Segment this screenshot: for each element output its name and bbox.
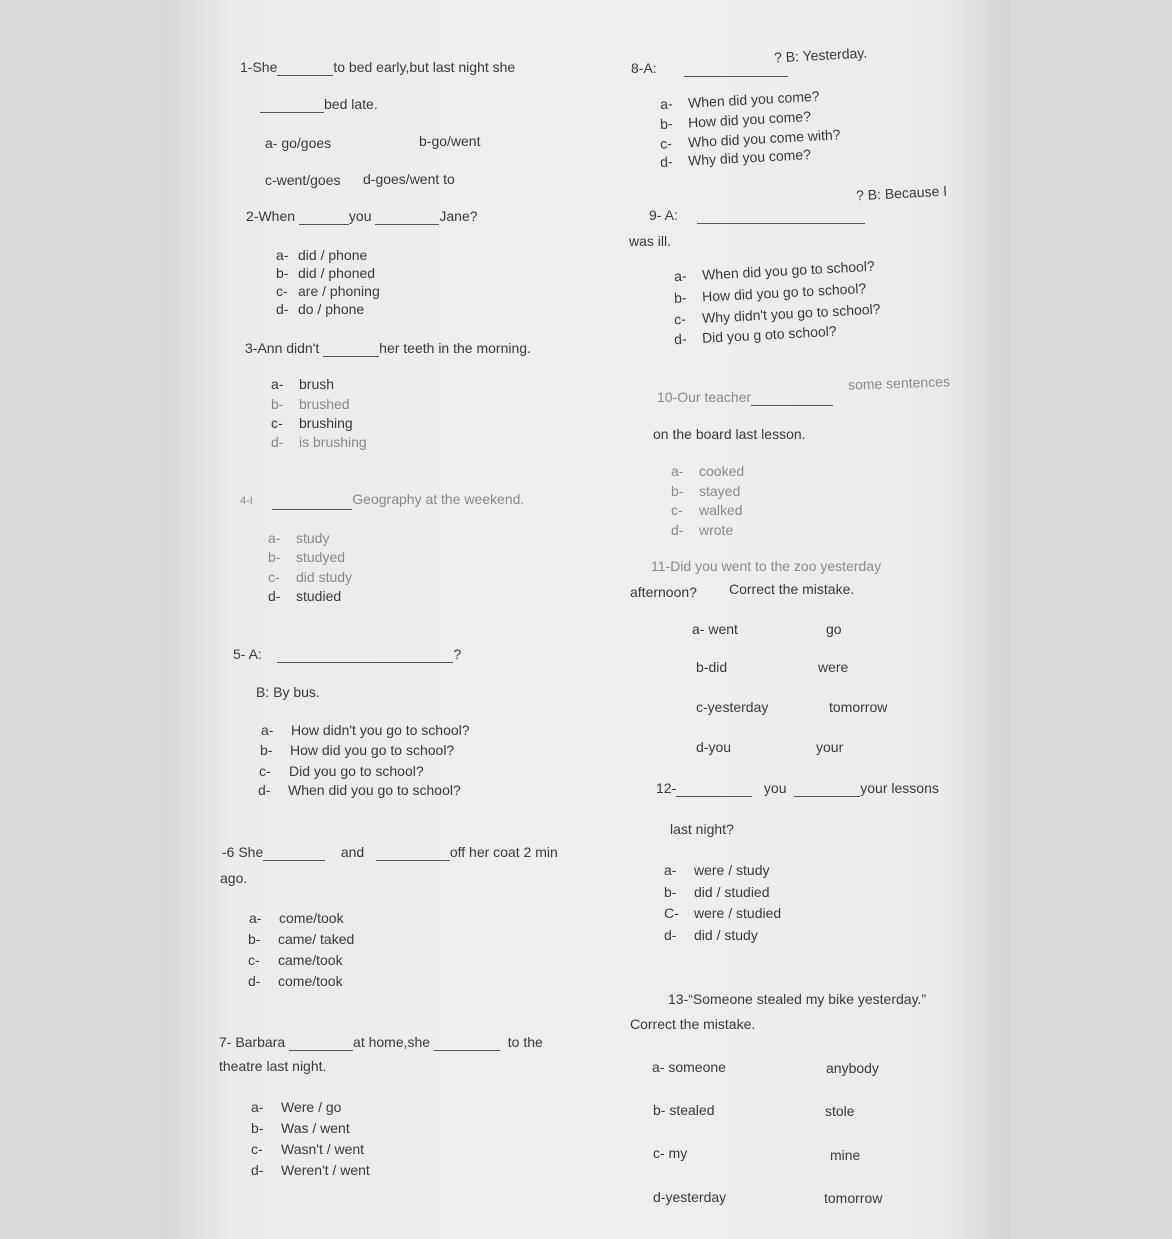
q9-line2: was ill. (629, 233, 672, 249)
q5-line1 (233, 645, 461, 663)
q3-option-b-letter: b- (271, 396, 284, 412)
q8-option-c-letter: c- (659, 135, 673, 152)
q5-blank (277, 648, 453, 663)
q10-option-c (671, 501, 743, 519)
q7-line1 (219, 1033, 543, 1051)
q10-option-c-text: walked (699, 502, 743, 518)
q2-option-c-letter: c- (276, 283, 288, 299)
q12-blank-1 (676, 782, 752, 797)
q6-option-a-text: come/took (279, 910, 344, 926)
q3-option-b (271, 395, 350, 413)
q2-blank-2 (375, 210, 439, 225)
q7-mid: at home,she (353, 1034, 431, 1050)
q11-row-d-fix: your (816, 739, 844, 755)
q11-row-c-option: c-yesterday (696, 699, 769, 715)
q4-line1 (240, 490, 524, 510)
q8-option-c-text: Who did you come with? (687, 126, 841, 151)
q10-option-b-text: stayed (699, 483, 741, 499)
q3-blank (323, 342, 379, 357)
q4-end: Geography at the weekend. (352, 491, 525, 507)
q7-option-c-letter: c- (251, 1141, 263, 1157)
q10-option-b-letter: b- (671, 483, 684, 499)
q3-option-d (271, 433, 367, 451)
q7-option-b-letter: b- (251, 1120, 264, 1136)
q4-option-d-text: studied (296, 588, 342, 604)
q7-blank-1 (289, 1036, 353, 1051)
q3-option-d-text: is brushing (299, 434, 367, 450)
q2-option-a-text: did / phone (298, 247, 368, 263)
q4-option-b (268, 548, 345, 566)
q11-row-a-fix: go (826, 621, 842, 637)
q5-reply: B: By bus. (256, 684, 320, 700)
q2-option-d-text: do / phone (298, 301, 365, 317)
q2-start: 2-When (246, 208, 296, 224)
q6-option-a-letter: a- (249, 910, 262, 926)
q3-option-c-text: brushing (299, 415, 353, 431)
q12-option-a-text: were / study (694, 862, 770, 878)
q6-blank-1 (263, 846, 325, 861)
q9-reply: ? B: Because I (855, 182, 948, 204)
q6-option-c (248, 951, 343, 969)
q8-option-a-text: When did you come? (687, 87, 820, 111)
q5-end: ? (453, 646, 462, 662)
q13-instruction: Correct the mistake. (630, 1016, 756, 1032)
q12-option-c (664, 904, 781, 922)
q11-row-a-option: a- went (692, 621, 738, 637)
q7-option-d (251, 1161, 370, 1179)
q12-line1 (656, 779, 939, 797)
q4-option-d (268, 587, 341, 605)
q8-option-b-text: How did you come? (687, 108, 812, 131)
q5-option-b-letter: b- (260, 742, 273, 758)
q10-line1 (657, 388, 833, 406)
q9-option-d-letter: d- (673, 330, 687, 348)
q6-line1 (222, 843, 558, 861)
q10-option-a (671, 462, 744, 480)
q6-option-b-text: came/ taked (278, 931, 355, 947)
q3-option-a-text: brush (299, 376, 335, 392)
q8-option-b-letter: b- (659, 115, 673, 132)
q8-blank (684, 62, 788, 77)
q5-option-b-text: How did you go to school? (290, 742, 455, 758)
q7-option-b-text: Was / went (281, 1120, 350, 1136)
q5-option-d-text: When did you go to school? (288, 782, 461, 798)
q1-option-a: a- go/goes (265, 135, 332, 151)
q9-option-a-text: When did you go to school? (701, 257, 876, 283)
q3-line1 (245, 339, 531, 357)
q2-option-d (276, 300, 364, 318)
q6-mid: and (340, 844, 365, 860)
q3-start: 3-Ann didn't (245, 340, 320, 356)
q11-row-b-fix: were (818, 659, 849, 675)
q2-blank-1 (299, 210, 349, 225)
q6-option-b-letter: b- (248, 931, 261, 947)
q11-row-b-option: b-did (696, 659, 728, 675)
q1-option-b: b-go/went (419, 133, 481, 149)
q7-option-c (251, 1140, 364, 1158)
q1-line1 (240, 58, 515, 76)
q3-end: her teeth in the morning. (379, 340, 531, 356)
q9-option-b-text: How did you go to school? (701, 279, 867, 305)
q2-line1 (246, 207, 478, 225)
q12-option-a (664, 861, 769, 879)
q3-option-a-letter: a- (271, 376, 284, 392)
q11-line2a: afternoon? (630, 584, 697, 600)
q7-start: 7- Barbara (219, 1034, 286, 1050)
q10-start: 10-Our teacher (657, 389, 752, 405)
q9-option-a-letter: a- (673, 267, 687, 285)
q12-option-b-letter: b- (664, 884, 677, 900)
q7-blank-2 (434, 1036, 500, 1051)
q2-option-b-letter: b- (276, 265, 289, 281)
q12-option-c-text: were / studied (694, 905, 782, 921)
q3-option-c-letter: c- (271, 415, 283, 431)
q5-option-d (258, 781, 461, 799)
q13-line1: 13-“Someone stealed my bike yesterday.” (668, 991, 927, 1007)
q4-option-a-letter: a- (268, 530, 281, 546)
q4-option-a-text: study (296, 530, 330, 546)
q7-option-a-text: Were / go (281, 1099, 342, 1115)
q9-option-b-letter: b- (673, 289, 687, 307)
q11-line1: 11-Did you went to the zoo yesterday (651, 558, 882, 574)
q5-option-a (261, 721, 470, 739)
q5-option-b (260, 741, 454, 759)
q13-row-d-option: d-yesterday (653, 1189, 727, 1205)
q13-row-a-option: a- someone (652, 1059, 726, 1075)
q6-start: -6 She (222, 844, 264, 860)
q6-option-d (248, 972, 343, 990)
q1-option-c: c-went/goes (265, 172, 341, 188)
q6-option-b (248, 930, 354, 948)
q4-option-b-letter: b- (268, 549, 281, 565)
q13-row-d-fix: tomorrow (824, 1190, 883, 1206)
q1-option-d: d-goes/went to (363, 171, 455, 187)
q7-option-b (251, 1119, 350, 1137)
q10-option-a-text: cooked (699, 463, 745, 479)
q2-option-a (276, 246, 367, 264)
q7-end: to the (507, 1034, 543, 1050)
q5-option-a-text: How didn't you go to school? (291, 722, 470, 738)
q9-option-c-letter: c- (673, 310, 687, 328)
q5-option-c-letter: c- (259, 763, 271, 779)
q2-option-c-text: are / phoning (298, 283, 380, 299)
q9-line1 (649, 206, 865, 224)
q8-start: 8-A: (631, 60, 657, 76)
q12-blank-2 (794, 782, 860, 797)
q7-option-a (251, 1098, 341, 1116)
q9-start: 9- A: (649, 207, 678, 223)
q10-blank (751, 391, 833, 406)
q10-end: some sentences (847, 373, 951, 393)
q3-option-c (271, 414, 353, 432)
q12-option-d-letter: d- (664, 927, 677, 943)
q12-option-b-text: did / studied (694, 884, 770, 900)
q7-option-d-text: Weren't / went (281, 1162, 370, 1178)
q12-start: 12- (656, 780, 677, 796)
q12-option-b (664, 883, 770, 901)
q1-blank-2 (260, 98, 324, 113)
q9-blank (697, 209, 865, 224)
q12-end: your lessons (860, 780, 939, 796)
q1-start: 1-She (240, 59, 278, 75)
q8-option-a-letter: a- (659, 95, 673, 113)
q12-option-d (664, 926, 758, 944)
q7-option-a-letter: a- (251, 1099, 264, 1115)
q1-line2-text: bed late. (324, 96, 378, 112)
q4-start: 4-I (240, 495, 253, 507)
q2-option-c (276, 282, 380, 300)
q5-option-d-letter: d- (258, 782, 271, 798)
q2-end: Jane? (439, 208, 478, 224)
q6-option-d-text: come/took (278, 973, 343, 989)
q6-option-a (249, 909, 344, 927)
q4-option-a (268, 529, 329, 547)
q6-line2: ago. (220, 870, 248, 886)
q5-option-a-letter: a- (261, 722, 274, 738)
q5-option-c-text: Did you go to school? (289, 763, 424, 779)
q9-option-c-text: Why didn't you go to school? (701, 300, 881, 326)
q11-row-c-fix: tomorrow (829, 699, 888, 715)
q5-start: 5- A: (233, 646, 262, 662)
q10-option-d-text: wrote (699, 522, 734, 538)
q4-option-c-text: did study (296, 569, 353, 585)
q6-option-c-letter: c- (248, 952, 260, 968)
q7-line2: theatre last night. (219, 1058, 327, 1074)
q5-option-c (259, 762, 424, 780)
q12-option-c-letter: C- (664, 905, 679, 921)
q12-option-a-letter: a- (664, 862, 677, 878)
q4-option-c-letter: c- (268, 569, 280, 585)
q10-option-a-letter: a- (671, 463, 684, 479)
q4-blank (272, 495, 352, 510)
q4-option-c (268, 568, 352, 586)
q13-row-b-fix: stole (825, 1103, 855, 1119)
q2-option-d-letter: d- (276, 301, 289, 317)
q1-blank-1 (277, 61, 333, 76)
q4-option-d-letter: d- (268, 588, 281, 604)
q10-option-d (671, 521, 733, 539)
q11-row-d-option: d-you (696, 739, 732, 755)
q13-row-c-option: c- my (653, 1145, 688, 1161)
q12-line2: last night? (670, 821, 734, 837)
q3-option-d-letter: d- (271, 434, 284, 450)
q1-mid: to bed early,but last night she (333, 59, 516, 75)
q11-instruction: Correct the mistake. (729, 581, 855, 597)
q8-reply: ? B: Yesterday. (773, 44, 868, 66)
q4-option-b-text: studyed (296, 549, 346, 565)
q7-option-c-text: Wasn't / went (281, 1141, 365, 1157)
q6-option-d-letter: d- (248, 973, 261, 989)
q8-line1 (631, 59, 788, 77)
q2-option-a-letter: a- (276, 247, 289, 263)
q6-blank-2 (376, 846, 450, 861)
q8-option-d-letter: d- (659, 153, 673, 170)
q10-option-b (671, 482, 740, 500)
q2-option-b (276, 264, 375, 282)
q3-option-b-text: brushed (299, 396, 350, 412)
q3-option-a (271, 375, 334, 393)
q12-option-d-text: did / study (694, 927, 758, 943)
q10-line2: on the board last lesson. (653, 426, 806, 442)
q7-option-d-letter: d- (251, 1162, 264, 1178)
q6-end: off her coat 2 min (449, 844, 558, 860)
q1-line2 (260, 95, 378, 113)
q10-option-d-letter: d- (671, 522, 684, 538)
q12-mid: you (763, 780, 787, 796)
q9-option-d-text: Did you g oto school? (701, 322, 837, 346)
q13-row-c-fix: mine (830, 1147, 861, 1163)
q10-option-c-letter: c- (671, 502, 683, 518)
q6-option-c-text: came/took (278, 952, 343, 968)
q2-option-b-text: did / phoned (298, 265, 376, 281)
q8-option-d-text: Why did you come? (687, 146, 812, 169)
q13-row-a-fix: anybody (826, 1060, 879, 1076)
q2-mid: you (348, 208, 372, 224)
q13-row-b-option: b- stealed (653, 1102, 715, 1118)
